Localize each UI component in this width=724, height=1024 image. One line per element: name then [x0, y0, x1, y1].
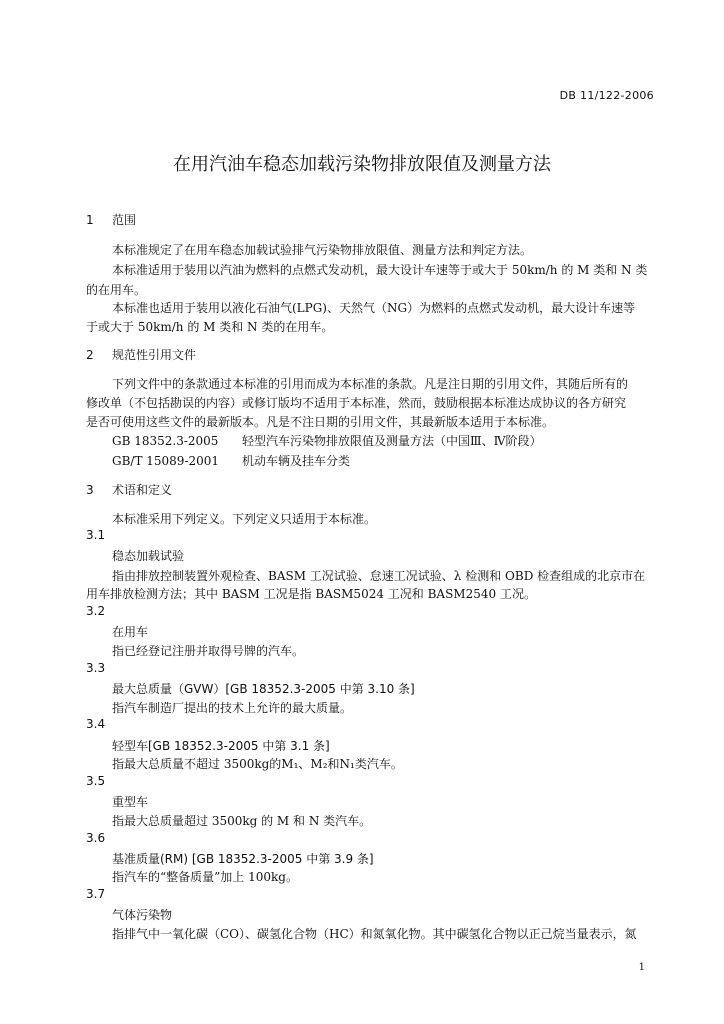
clause-number: 3.7	[86, 887, 106, 901]
clause-number: 3.1	[86, 528, 106, 542]
section-title: 规范性引用文件	[112, 348, 197, 362]
definition-line: 指最大总质量超过 3500kg 的 M 和 N 类汽车。	[112, 814, 372, 828]
clause-number: 3.4	[86, 717, 106, 731]
clause-number: 3.6	[86, 831, 106, 845]
paragraph-line: 修改单（不包括勘误的内容）或修订版均不适用于本标准，然而，鼓励根据本标准达成协议的各方研究	[86, 396, 627, 410]
definition-line: 用车排放检测方法；其中 BASM 工况是指 BASM5024 工况和 BASM2540 工况。	[86, 587, 536, 601]
reference-title: 轻型汽车污染物排放限值及测量方法（中国Ⅲ、Ⅳ阶段）	[242, 434, 542, 448]
paragraph-line: 下列文件中的条款通过本标准的引用而成为本标准的条款。凡是注日期的引用文件，其随后所有的	[112, 377, 629, 391]
clause-number: 3.5	[86, 774, 106, 788]
paragraph: 本标准采用下列定义。下列定义只适用于本标准。	[112, 512, 377, 526]
reference-code: GB/T 15089-2001	[112, 454, 220, 468]
term-heading: 基准质量(RM) [GB 18352.3-2005 中第 3.9 条]	[112, 852, 374, 866]
definition-line: 指排气中一氧化碳（CO）、碳氢化合物（HC）和氮氧化物。其中碳氢化合物以正己烷当量表示，氮	[112, 927, 637, 941]
definition-line: 指汽车制造厂提出的技术上允许的最大质量。	[112, 701, 353, 715]
clause-number: 3.3	[86, 661, 106, 675]
clause-number: 3.2	[86, 604, 106, 618]
standard-code: DB 11/122-2006	[559, 89, 654, 102]
paragraph-line: 的在用车。	[86, 283, 147, 297]
section-3-heading	[86, 481, 172, 498]
paragraph-line: 于或大于 50km/h 的 M 类和 N 类的在用车。	[86, 320, 334, 334]
paragraph-line: 本标准适用于装用以汽油为燃料的点燃式发动机，最大设计车速等于或大于 50km/h 的 M 类和 N 类	[112, 263, 648, 277]
section-1-heading	[86, 211, 136, 228]
term-heading: 轻型车[GB 18352.3-2005 中第 3.1 条]	[112, 739, 330, 753]
section-number: 2	[86, 348, 94, 362]
paragraph: 本标准规定了在用车稳态加载试验排气污染物排放限值、测量方法和判定方法。	[112, 243, 533, 257]
reference-title: 机动车辆及挂车分类	[242, 454, 351, 468]
section-title: 范围	[112, 213, 137, 227]
term-heading: 气体污染物	[112, 908, 173, 922]
section-title: 术语和定义	[112, 483, 173, 497]
term-heading: 最大总质量（GVW）[GB 18352.3-2005 中第 3.10 条]	[112, 682, 415, 696]
paragraph-line: 是否可使用这些文件的最新版本。凡是不注日期的引用文件，其最新版本适用于本标准。	[86, 415, 555, 429]
section-number: 1	[86, 213, 94, 227]
definition-line: 指已经登记注册并取得号牌的汽车。	[112, 644, 305, 658]
definition-line: 指最大总质量不超过 3500kg的M₁、M₂和N₁类汽车。	[112, 757, 403, 771]
reference-code: GB 18352.3-2005	[112, 434, 219, 448]
paragraph-line: 本标准也适用于装用以液化石油气(LPG)、天然气（NG）为燃料的点燃式发动机，最大设计车速等	[112, 301, 636, 315]
term-heading: 稳态加载试验	[112, 549, 185, 563]
definition-line: 指由排放控制装置外观检查、BASM 工况试验、怠速工况试验、λ 检测和 OBD 检查组成的北京市在	[112, 569, 646, 583]
reference-item	[112, 432, 542, 449]
section-2-heading	[86, 346, 196, 363]
term-heading: 在用车	[112, 625, 149, 639]
page-number: 1	[638, 962, 645, 973]
term-heading: 重型车	[112, 795, 149, 809]
section-number: 3	[86, 483, 94, 497]
definition-line: 指汽车的“整备质量”加上 100kg。	[112, 870, 298, 884]
reference-item	[112, 452, 350, 469]
document-title: 在用汽油车稳态加载污染物排放限值及测量方法	[173, 154, 551, 175]
